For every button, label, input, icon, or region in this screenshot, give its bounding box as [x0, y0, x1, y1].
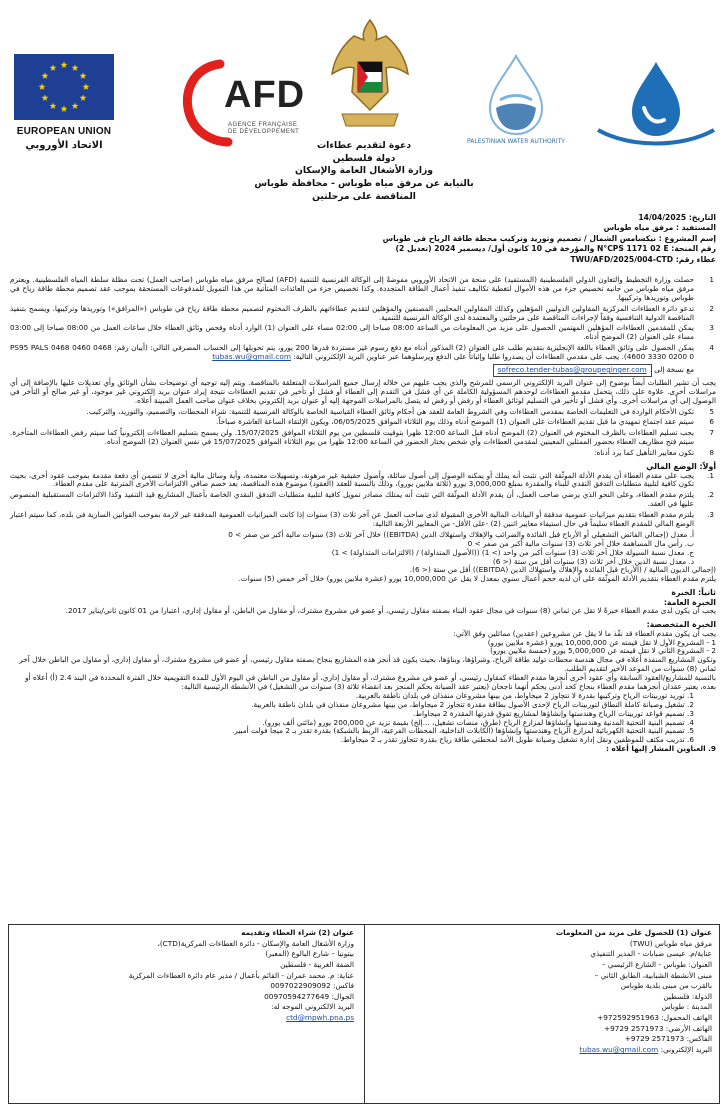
criterion: د. معدل نسبة الدين خلال آخر ثلاث (3) سنوات أقل من ستة (< 6) [492, 556, 694, 566]
general-experience-title: الخبرة العامة: [663, 597, 716, 607]
address-line: الفاكس: 2571973 9729+ [624, 1034, 712, 1044]
address-line: الهاتف الأرضي: 2571973 9729+ [603, 1023, 712, 1033]
list-item: 5 تكون الأحكام الواردة في التعليمات الخاصة بمقدمي العطاءات وفي الشروط العامة للعقد هي أحكام وثائق العطاء القياسية الخاصة بالوكالة الفرنسية للتنمية: شراء المحطات، والتصميم، والتوريد، والتركيب. [86, 406, 714, 416]
tender-meta [10, 213, 716, 265]
list-item: مع نسخة إلى sofreco.tender-tubas@groupeginger.com [10, 364, 716, 377]
activity-item: 2. تشغيل وصيانة كاملة النطاق لتوربينات الرياح لإحدى الأصول بطاقة مقدرة تتجاوز 2 ميجاواط، من بينها مشروعان منفذان في بلدان ناطقة بالعربية. [251, 699, 694, 709]
address-line: مرفق مياه طوباس (TWU) [629, 938, 712, 948]
sofreco-email-link[interactable]: sofreco.tender-tubas@groupeginger.com [493, 364, 652, 377]
tubas-water-logo [590, 58, 722, 148]
pwa-caption: PALESTINIAN WATER AUTHORITY [467, 138, 565, 145]
main-content [10, 276, 716, 754]
beneficiary: المستفيد : مرفق مياه طوباس [603, 223, 716, 233]
eu-logo [8, 54, 120, 152]
list-item: 8 تكون معايير التأهيل كما يرد أدناه: [594, 448, 714, 458]
address-2-title: عنوان (2) شراء العطاء وتقديمه [241, 928, 354, 937]
grant-number: رقم المنحة: N°CPS 1171 02 E والمؤرخة في 10 كانون أول/ ديسمبر 2024 (تعديل 2) [395, 244, 716, 254]
activity-item: 1. توريد توربينات الرياح وتركيبها بقدرة لا تتجاوز 2 ميجاواط، من بينها مشروعان منفذان في بلدان ناطقة بالعربية. [355, 690, 694, 700]
section-title-financial: أولاً: الوضع المالي [646, 462, 716, 472]
address-line: البريد الالكتروني الموجه له: [271, 1002, 354, 1012]
specific-line: يجب أن يكون مقدم العطاء قد نفّذ ما لا يقل عن مشروعين (عقدين) مماثلين وفق الآتي: [453, 628, 716, 638]
criterion: أ. معدل (إجمالي الفائض التشغيلي أو الأرباح قبل الفائدة والضرائب والإهلاك واستهلاك الدين (EBITDA)) خلال آخر ثلاث (3) سنوات مالية أكبر من صفر > 0 [228, 529, 694, 539]
heading-line: المناقصة على مرحلتين [312, 190, 416, 202]
eu-label: EUROPEAN UNION [16, 125, 112, 137]
list-item: 1 حصلت وزارة التخطيط والتعاون الدولي الفلسطينية (المستفيد) على منحة من الاتحاد الأوروبي مفوضةً إلى الوكالة الفرنسية للتنمية (AFD) لصالح مرفق مياه طوباس (صاحب العمل) تحت مظلة سلطة المياه الفلسطينية. ويعتزم مرفق مياه طوباس من جانبه تخصيص جزء من هذه الأموال لتغطية تكاليف تنفيذ أعمال الطاقة المتجددة. وكذا تخصيص جزء من العائدات المتأتية من هذا التمويل للمدفوعات المستحقة بموجب عقد تصميم محطة طاقة رياح في طوباس وتوريدها وتركيبها. [10, 275, 714, 302]
list-item: 2 تدعو دائرة العطاءات المركزية المقاولين الدوليين المؤهلين وكذلك المقاولين المحليين المصنفين والمؤهلين لتقديم عطاءاتهم بالظرف المختوم لتصميم محطة طاقة رياح في طوباس («المرافق») وتوريدها وتركيبها. ويسمح بتنفيذ المناقصة الدولية التنافسية وفقاً لإجراءات المناقصة على مرحلتين والمعتمدة لدى الوكالة الفرنسية للتنمية. [10, 303, 714, 322]
ctd-email-link[interactable]: ctd@mpwh.pna.ps [286, 1013, 354, 1023]
tubas-drop-icon [590, 58, 722, 148]
date: التاريخ: 14/04/2025 [638, 213, 716, 222]
address-line: مبنى الأنشطة الشبابية، الطابق الثاني – [594, 970, 712, 980]
eu-label-ar: الاتحاد الأوروبي [25, 140, 103, 152]
tender-number: عطاء رقم: TWU/AFD/2025/004-CTD [570, 254, 716, 264]
water-drop-icon [466, 54, 566, 138]
address-line: بالقرب من مبنى بلدية طوباس [620, 981, 712, 991]
heading-line: دولة فلسطين [332, 152, 396, 164]
eu-flag-icon [14, 54, 114, 120]
address-2 [14, 928, 354, 1024]
address-1 [372, 928, 712, 1056]
specific-line: 2 - المشروع الثاني لا تقل قيمته عن 5,000,000 يورو (خمسة ملايين يورو) [490, 646, 716, 656]
announcement-headings [0, 140, 728, 203]
specific-experience-title: الخبرة المتخصصة: [646, 620, 716, 630]
list-item: 7 يجب تسليم العطاءات بالظرف المختوم في العنوان (2) الموضح أدناه قبل الساعة 12:00 ظهرا بتوقيت فلسطين من يوم الثلاثاء الموافق 15/07/2025. ولن يسمح بتسليم العطاءات إلكترونياً كما سيتم رفض العطاءات المتأخرة. سيتم فتح مظاريف العطاء بحضور الممثلين المعينين لمقدمي العطاءات وأي شخص يختار الحضور في الساعة 12:00 ظهرا من يوم الثلاثاء الموافق 15/07/2025 في نفس العنوان (2) الموضح أدناه. [10, 428, 714, 447]
activity-item: 3. تصميم قواعد توربينات الرياح وهندستها وإنشاؤها لمشاريع تفوق قدرتها المقدرة 2 ميجاواط. [412, 708, 694, 718]
address-1-email-link[interactable]: tubas.wu@gmail.com [579, 1045, 659, 1055]
address-line: بيتونيا – شارع البالوع (المعبر) [265, 949, 354, 959]
criterion: يلتزم مقدم العطاء بتقديم الأدلة الموثّقة على أن لديه حجم أعمال سنوي بمعدل لا يقل عن 10,000,000 يورو (عشرة ملايين يورو) خلال آخر خمس (5) سنوات. [238, 574, 716, 584]
afd-logo [176, 58, 326, 148]
activity-item: 4. تصميم البنية التحتية المدنية وهندستها وإنشاؤها لمزارع الرياح (طرق، منصات تشغيل، ...إلخ) بقيمة تزيد عن 200,000 يورو (مائتي ألف يورو). [262, 717, 694, 727]
list-item: 2. يلتزم مقدم العطاء، وعلى النحو الذي يرضي صاحب العمل، أن يقدم الأدلة الموثّقة التي تثبت أنه يمتلك مصادر تمويل كافية لتلبية متطلبات التدفق النقدي الخاصة بأعمال المشاريع قيد التنفيذ وكذا الالتزامات المستقبلية المنصوص عليها في العقد. [10, 490, 714, 509]
tubas-email-link[interactable]: tubas.wu@gmail.com [212, 352, 291, 362]
afd-word: AFD [224, 74, 306, 116]
address-line: المدينة : طوباس [661, 1002, 712, 1012]
list-item: 4 يمكن الحصول على وثائق العطاء باللغة الإنجليزية بتقديم طلب على العنوان (2) المذكور أدناه مع دفع رسوم غير مستردة قدرها 200 يورو، يتم تحويلها إلى الحساب المصرفي التالي: (أيبان رقم: PS95 PALS 0468 0460 0468 4600 3330 0200 0). يجب على مقدمي العطاءات أن يصدروا طلبا وإثباتاً على الدفع ويرسلوهما عبر عناوين البريد الإلكتروني التالية: tubas.wu@gmail.com [10, 343, 714, 362]
criterion: (إجمالي الديون المالية / (الأرباح قبل الفائدة والإهلاك واستهلاك الدين (EBITDA)) أقل من ستة (< 6). [409, 565, 716, 575]
list-item: 3. يلتزم مقدم العطاء بتقديم ميزانيات عمومية مدققة أو البيانات المالية الأخرى المقبولة لدى صاحب العمل عن آخر ثلاث (3) سنوات إذا كانت الميزانيات العمومية المدققة غير لازمة بموجب القوانين السارية في بلده، كما سيتم اعتبار الوضع المالي للمقدم العطاء سليماً في حال استيفاء معايير اثنين (2) -على الأقل- من المعايير الأربعة التالية: [10, 510, 714, 528]
address-line: الهاتف المحمول: 972592951963+ [597, 1013, 712, 1023]
address-line: فاكس: 0097022909092 [270, 981, 354, 991]
address-line: الدولة: فلسطين [663, 991, 712, 1001]
project-name: إسم المشروع : نيكسامس الشمال / تصميم وتوريد وتركيب محطة طاقة الرياح في طوباس [382, 233, 716, 243]
activity-item: 5. تصميم البنية التحتية الكهربائية لمزارع الرياح وهندستها وإنشاؤها (الكابلات الداخلية، المحطات الفرعية، الربط بالشبكة) بقدرة تقدر بـ 2 ميجا فولت أمبير. [231, 726, 694, 736]
criterion: ب. رأس مال المساهمة خلال آخر ثلاث (3) سنوات مالية أكبر من صفر > 0 [467, 538, 694, 548]
heading-line: وزارة الأشغال العامة والإسكان [295, 165, 433, 177]
pwa-logo [466, 54, 566, 144]
specific-line: 1 - المشروع الأول لا تقل قيمته عن 10,000,000 يورو (عشرة ملايين يورو) [487, 637, 716, 647]
heading-line: دعوة لتقديم عطاءات [316, 140, 412, 151]
address-line: وزارة الأشغال العامة والإسكان - دائرة العطاءات المركزية(CTD)، [157, 938, 354, 948]
list-item: 3 يمكن للمقدمين العطاءات المؤهلين المهتمين الحصول على مزيد من المعلومات من الساعة 08:00 صباحا إلى 02:00 مساء على العنوان (1) الوارد أدناه وفحص وثائق العطاء خلال ساعات العمل من 08:00 صباحا إلى 03:00 مساء على العنوان (2) الموضح أدناه. [10, 323, 714, 342]
address-divider [364, 924, 365, 1104]
address-1-title: عنوان (1) للحصول على مزيد من المعلومات [555, 928, 712, 937]
section-title-experience: ثانياً: الخبرة [671, 588, 716, 598]
address-line: عناية/م. عيسى ضبابات - المدير التنفيذي [590, 949, 712, 959]
list-item: 1. يجب على مقدم العطاء أن يقدم الأدلة الموثّقة التي تثبت أنه يملك أو يمكنه الوصول إلى أصول سائلة، وأصول حقيقية غير مرهونة، وتسهيلات معتمدة، وأية وسائل مالية أخرى لا تتضمن أي دفعة مقدمة بموجب عقود أخرى، بحيث تكون كافية لتلبية متطلبات التدفق النقدي للبناء والمقدرة بمبلغ 3,000,000 يورو (ثلاثة ملايين يورو)، وذلك بالنسبة للعقد (العقود) موضوع هذه المناقصة، بعد خصم صافي الالتزامات الأخرى المترتبة على مقدم العطاء. [10, 470, 714, 489]
specific-line: وتكون المشاريع المنفذة أعلاه في مجال هندسة محطات توليد طاقة الرياح، وشراؤها، وبناؤها، بحيث يكون قد أنجز هذه المشاريع بنجاح بصفته مقاول رئيسي، أو عضو في مشروع مشترك، أو مقاول إداري، أو مقاول من الباطن خلال آخر ثماني (8) سنوات من الموعد الأخير لتقديم الطلب. [19, 655, 716, 674]
addresses-line: 9. العناوين المشار إليها أعلاه : [606, 744, 716, 754]
afd-sub: AGENCE FRANÇAISE DE DÉVELOPPEMENT [228, 122, 300, 136]
activity-item: 6. تدريب مكثف للموظفين ونقل إدارة تشغيل وصيانة طويل الأمد لمحطتي طاقة رياح بقدرة تتجاوز تقدر بـ 2 ميجاواط. [340, 735, 694, 745]
eagle-icon [324, 14, 416, 134]
email-label: البريد الإلكتروني: [660, 1045, 712, 1055]
list-item: 6 سيتم عقد اجتماع تمهيدي ما قبل تقديم العطاءات على العنوان (1) الموضح أدناه وذلك يوم الثلاثاء الموافق 06/05/2025، ويكون الإلتقاء الساعة العاشرة صباحاً. [216, 417, 714, 427]
address-line: الجوال: 00970594277649 [264, 991, 354, 1001]
specific-line: بالنسبة للمشاريع/العقود السابقة وأي عقود أخرى أنجزها مقدم العطاء كمقاول رئيسي، أو عضو في مشروع مشترك، أو مقاول إداري، أو مقاول من الباطن في اليوم الأول للمدة التقويمية خلال الفترة المحددة في البند 2.4 (أ) أعلاه أو بعده، يعتبر عقدان أنجزهما مقدم العطاء بنجاح كحد أدنى بحكم أنهما ناجحان (يعتبر عقد الصيانة بحكم المنجز بعد انقضاء ثلاثة (3) سنوات من التشغيل) في الأنشطة الرئيسية التالية: [25, 673, 716, 691]
address-line: الضفة الغربية - فلسطين [280, 959, 354, 969]
general-experience-text: يجب أن يكون لدى مقدم العطاء خبرةً لا تقل عن ثماني (8) سنوات في مجال عقود البناء بصفته مقاول رئيسي، أو عضو في مشروع مشترك، أو مقاول من الباطن، أو مقاول إداري، اعتبارا من 01 كانون ثاني/يناير 2017. [65, 606, 716, 616]
address-line: عناية: م. محمد عمران - القائم بأعمال / مدير عام دائرة العطاءات المركزية [128, 970, 354, 980]
address-line: العنوان: طوباس - الشارع الرئيسي – [601, 959, 712, 969]
palestine-eagle-emblem [324, 14, 416, 134]
heading-line: بالنيابة عن مرفق مياه طوباس - محافظة طوباس [254, 178, 474, 190]
email-note: يجب أن تشير الطلبات أيضاً بوضوح إلى عنوان البريد الإلكتروني الرسمي للمرشح والذي يجب عليهم من خلاله إرسال جميع المراسلات المتعلقة بالمناقصة. ويتم إليه توجيه أي توضيحات بشأن الوثائق وأي تعديلات عليها بالإضافة إلى أي مراسلات أخرى. علاوة على ذلك، يتحمل مقدمو العطاءات لوحدهم المسؤولية الكاملة عن أي فشل في التقدم إلى العطاء أو فشل أو تأخير في تقديم العطاءات نتيجة إيراد عنوان بريد إلكتروني غير موجود، أو غير صالح أو التأخر في الوصول إلى أي مراسلات أخرى. وأي فشل أو تأخير في التسليم لوثائق العطاء أو رفض أو رفض له يتصل بالمراسلات الموجهة إليه أو عنوان بريد إلكتروني بخلاف عنوان صاحب العمل المبينة أعلاه. [10, 377, 716, 405]
criterion: ج. معدل نسبة السيولة خلال آخر ثلاث (3) سنوات أكبر من واحد (> 1) ((الأصول المتداولة) / (الالتزامات المتداولة) > 1) [331, 547, 694, 557]
